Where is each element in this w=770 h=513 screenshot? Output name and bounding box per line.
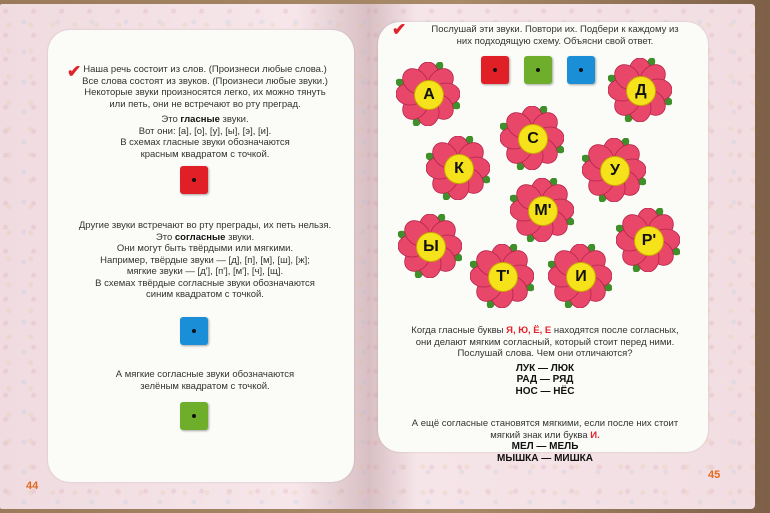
flower-letter-card[interactable] — [616, 208, 680, 272]
word-pair: МЫШКА — МИШКА — [497, 452, 593, 464]
flower-letter-card[interactable] — [548, 244, 612, 308]
intro-line: Наша речь состоит из слов. (Произнеси любые слова.) — [83, 64, 327, 75]
intro-line: или петь, они не встречают во рту преград. — [109, 98, 301, 110]
flower-letter: Т' — [488, 262, 518, 292]
task-text — [410, 24, 700, 47]
vowels-list: Вот они: [а], [о], [у], [ы], [э], [и]. — [138, 125, 272, 137]
flower-letter: И — [566, 262, 596, 292]
scheme-red-square[interactable] — [481, 56, 509, 84]
left-page — [0, 4, 370, 509]
page-number: 44 — [26, 480, 39, 492]
flower-letter: У — [600, 156, 630, 186]
consonants-heading: Это согласные звуки. — [155, 231, 255, 243]
flower-letter: С — [518, 124, 548, 154]
checkmark-icon: ✔ — [392, 20, 407, 39]
intro-text — [60, 64, 350, 110]
rule2-text — [390, 418, 700, 464]
task-line: них подходящую схему. Объясни свой ответ. — [456, 35, 654, 47]
flower-letter: Ы — [416, 232, 446, 262]
word-pair: ЛУК — ЛЮК — [515, 362, 575, 374]
consonants-line: мягкие звуки — [д'], [п'], [м'], [ч], [щ]. — [126, 266, 284, 277]
flower-letter-card[interactable] — [396, 62, 460, 126]
consonants-intro: Другие звуки встречают во рту преграды, их петь нельзя. — [78, 220, 332, 231]
task-line: Послушай эти звуки. Повтори их. Подбери к каждому из — [431, 24, 679, 35]
flower-letter: К — [444, 154, 474, 184]
word-pair: МЕЛ — МЕЛЬ — [511, 441, 579, 452]
vowels-scheme-line: красным квадратом с точкой. — [140, 148, 270, 160]
rule-line: Когда гласные буквы Я, Ю, Ё, Е находятся после согласных, — [411, 325, 679, 336]
rule-line: они делают мягким согласный, который стоит перед ними. — [415, 336, 675, 348]
vowel-red-square — [180, 166, 208, 194]
rule-line: Послушай слова. Чем они отличаются? — [457, 348, 633, 359]
flower-letter-card[interactable] — [426, 136, 490, 200]
flower-letter: М' — [528, 196, 558, 226]
rule2-line: А ещё согласные становятся мягкими, если после них стоит — [411, 418, 679, 429]
soft-scheme-line: А мягкие согласные звуки обозначаются — [115, 369, 295, 380]
flower-letter-card[interactable] — [510, 178, 574, 242]
vowels-heading: Это гласные звуки. — [161, 114, 249, 125]
flower-letter-card[interactable] — [582, 138, 646, 202]
scheme-green-square[interactable] — [524, 56, 552, 84]
rule2-line: мягкий знак или буква И. — [490, 429, 600, 441]
scheme-blue-square[interactable] — [567, 56, 595, 84]
word-pair: РАД — РЯД — [516, 374, 574, 385]
soft-scheme-line: зелёным квадратом с точкой. — [140, 380, 270, 392]
consonants-line: Они могут быть твёрдыми или мягкими. — [116, 243, 294, 254]
intro-line: Некоторые звуки произносятся легко, их можно тянуть — [84, 87, 326, 98]
checkmark-icon: ✔ — [67, 62, 82, 81]
flower-letter: А — [414, 80, 444, 110]
word-pair: НОС — НЁС — [515, 385, 575, 397]
flower-letter-card[interactable] — [398, 214, 462, 278]
flower-letter-card[interactable] — [470, 244, 534, 308]
flower-letter: Д — [626, 76, 656, 106]
flower-letter-card[interactable] — [608, 58, 672, 122]
page-number: 45 — [708, 469, 721, 481]
consonants-line: синим квадратом с точкой. — [146, 289, 264, 300]
consonants-line: В схемах твёрдые согласные звуки обозначаются — [95, 277, 315, 289]
soft-consonant-green-square — [180, 402, 208, 430]
hard-consonant-blue-square — [180, 317, 208, 345]
consonants-line: Например, твёрдые звуки — [д], [п], [м], [ш], [ж]; — [100, 254, 310, 266]
flower-letter-card[interactable] — [500, 106, 564, 170]
consonants-text — [60, 220, 350, 301]
rule-text — [390, 325, 700, 397]
intro-line: Все слова состоят из звуков. (Произнеси любые звуки.) — [82, 75, 328, 87]
soft-consonants-text — [60, 369, 350, 392]
vowels-text — [60, 114, 350, 160]
vowels-scheme-line: В схемах гласные звуки обозначаются — [120, 137, 290, 148]
flower-letter: Р' — [634, 226, 664, 256]
